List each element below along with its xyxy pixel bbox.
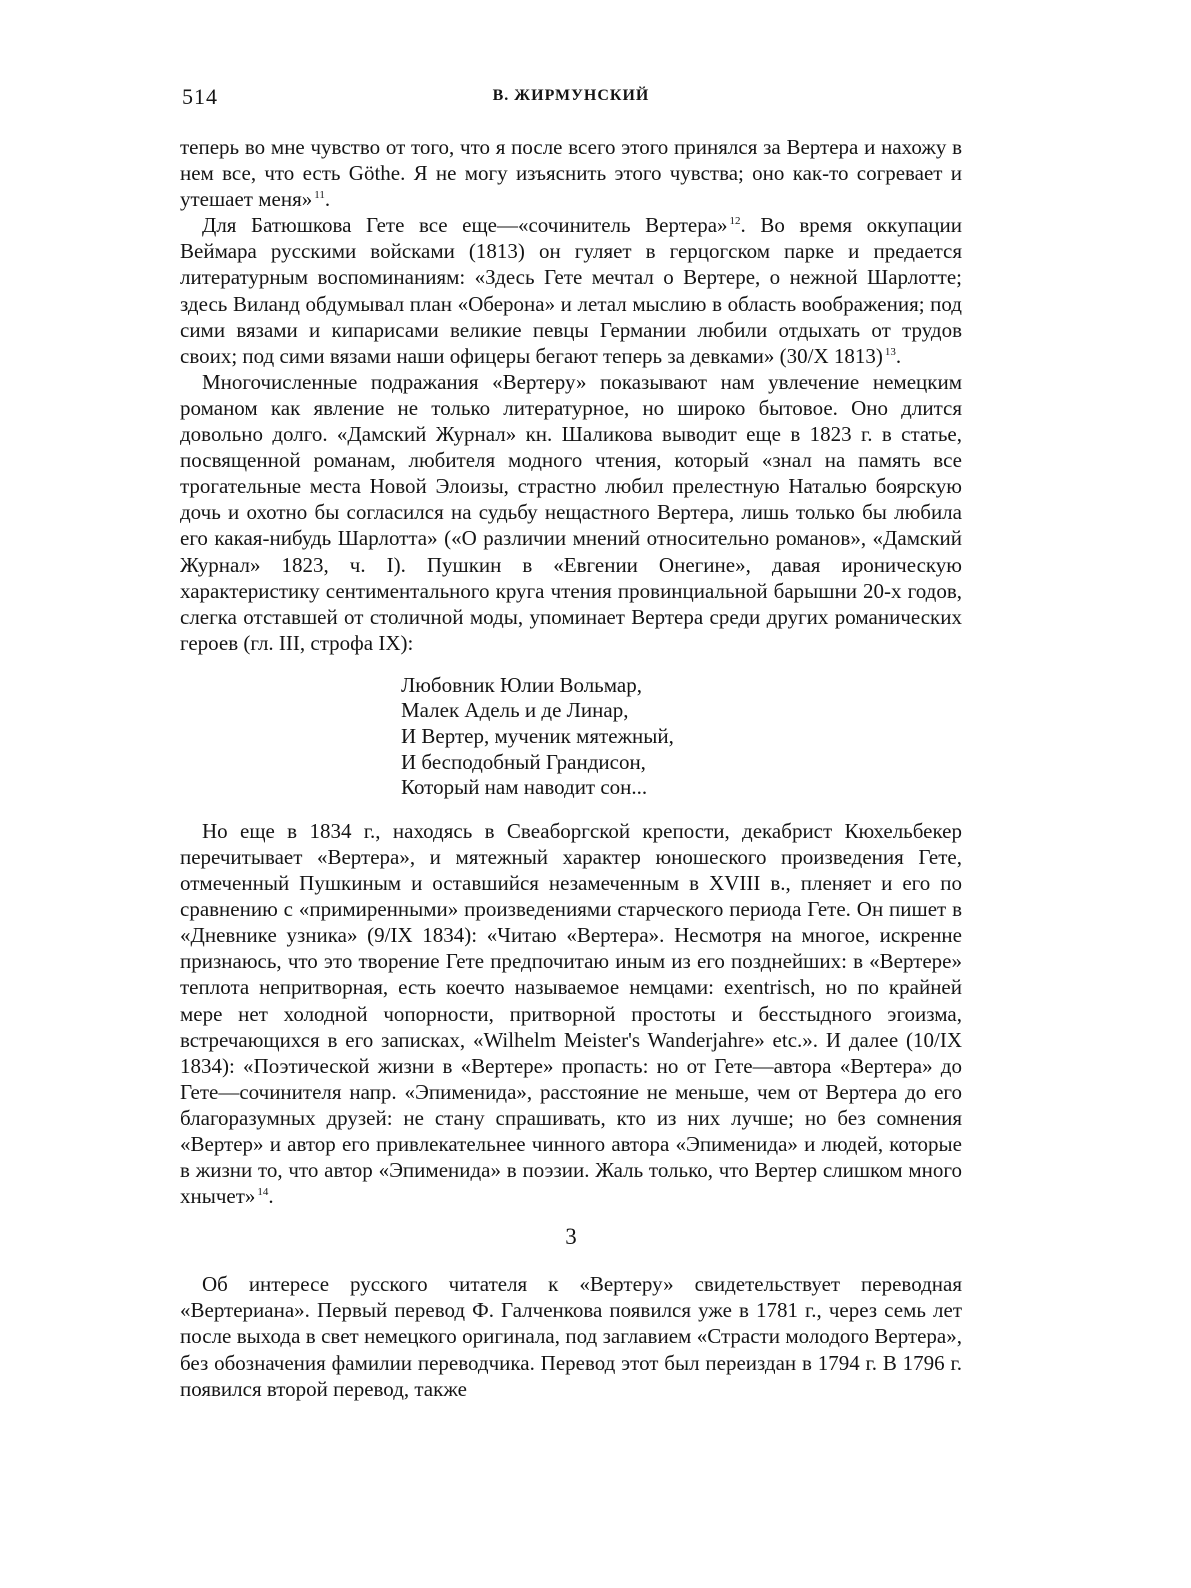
verse-line: Который нам наводит сон... <box>401 775 648 800</box>
body-text <box>180 134 962 1402</box>
paragraph-text: Для Батюшкова Гете все еще—«сочинитель Вертера» <box>202 213 728 238</box>
document-page <box>180 78 962 1402</box>
running-header <box>180 78 962 114</box>
verse-line: Малек Адель и де Линар, <box>401 698 629 723</box>
paragraph-text: Об интересе русского читателя к «Вертеру» свидетельствует переводная «Вертериана». Первый перевод Ф. Галченкова появился уже в 1781 г., через семь лет после выхода в свет немецкого оригинала, под заглавием «Страсти молодого Вертера», без обозначения фамилии переводчика. Перевод этот был переиздан в 1794 г. В 1796 г. появился второй перевод, также <box>180 1272 962 1401</box>
running-title: В. ЖИРМУНСКИЙ <box>492 87 650 104</box>
paragraph-batyushkov: Для Батюшкова Гете все еще—«сочинитель Вертера» $^{12}$. Во время оккупации Веймара русскими войсками (1813) он гуляет в герцогском парке и предается литературным воспоминаниям: «Здесь Гете мечтал о Вертере, о нежной Шарлотте; здесь Виланд обдумывал план «Оберона» и летал мыслию в область воображения; под сими вязами и кипарисами великие певцы Германии любили отдыхать от трудов своих; под сими вязами наши офицеры бегают теперь за девками» (30/X 1813) $^{13}$. <box>180 213 962 368</box>
verse-line: И Вертер, мученик мятежный, <box>401 724 674 749</box>
footnote-marker: 11 <box>314 189 325 202</box>
footnote-marker: 14 <box>257 1186 269 1199</box>
verse-line: Любовник Юлии Вольмар, <box>401 672 642 697</box>
footnote-marker: 12 <box>729 215 741 228</box>
section-number: 3 <box>565 1224 577 1250</box>
paragraph-kuchelbecker: Но еще в 1834 г., находясь в Свеаборгской крепости, декабрист Кюхельбекер перечитывает «Вертера», и мятежный характер юношеского произведения Гете, отмеченный Пушкиным и оставшийся незамеченным в XVIII в., пленяет и его по сравнению с «примиренными» произведениями старческого периода Гете. Он пишет в «Дневнике узника» (9/IX 1834): «Читаю «Вертера». Несмотря на многое, искренне признаюсь, что это творение Гете предпочитаю иным из его позднейших: в «Вертере» теплота непритворная, есть коечто называемое немцами: exentrisch, но по крайней мере нет холодной чопорности, притворной простоты и бесстыдного эгоизма, встречающихся в его записках, «Wilhelm Meister's Wanderjahre» etc.». И далее (10/IX 1834): «Поэтической жизни в «Вертере» пропасть: но от Гете—автора «Вертера» до Гете—сочинителя напр. «Эпименида», расстояние не меньше, чем от Вертера до его благоразумных друзей: не стану спрашивать, кто из них лучше; но без сомнения «Вертер» и автор его привлекательнее чинного автора «Эпименида» и людей, которые в жизни то, что автор «Эпименида» в поэзии. Жаль только, что Вертер слишком много хнычет» $^{14}$. <box>180 818 962 1209</box>
paragraph-text: теперь во мне чувство от того, что я после всего этого принялся за Вертера и нахожу в нем все, что есть Göthe. Я не могу изъяснить этого чувства; оно как-то согревает и утешает меня» <box>180 135 962 212</box>
verse-quotation <box>401 673 962 801</box>
page-number: 514 <box>182 84 218 109</box>
verse-line: И бесподобный Грандисон, <box>401 749 646 774</box>
paragraph-translations <box>180 1271 962 1401</box>
paragraph-text: Но еще в 1834 г., находясь в Свеаборгской крепости, декабрист Кюхельбекер перечитывает «Вертера», и мятежный характер юношеского произведения Гете, отмеченный Пушкиным и оставшийся незамеченным в XVIII в., пленяет и его по сравнению с «примиренными» произведениями старческого периода Гете. Он пишет в «Дневнике узника» (9/IX 1834): «Читаю «Вертера». Несмотря на многое, искренне признаюсь, что это творение Гете предпочитаю иным из его позднейших: в «Вертере» теплота непритворная, есть коечто называемое немцами: exentrisch, но по крайней мере нет холодной чопорности, притворной простоты и бесстыдного эгоизма, встречающихся в его записках, «Wilhelm Meister's Wanderjahre» etc.». И далее (10/IX 1834): «Поэтической жизни в «Вертере» пропасть: но от Гете—автора «Вертера» до Гете—сочинителя напр. «Эпименида», расстояние не меньше, чем от Вертера до его благоразумных друзей: не стану спрашивать, кто из них лучше; но без сомнения «Вертер» и автор его привлекательнее чинного автора «Эпименида» и людей, которые в жизни то, что автор «Эпименида» в поэзии. Жаль только, что Вертер слишком много хнычет» <box>180 818 962 1209</box>
paragraph-continued: теперь во мне чувство от того, что я после всего этого принялся за Вертера и нахожу в нем все, что есть Göthe. Я не могу изъяснить этого чувства; оно как-то согревает и утешает меня» $^{11}$. <box>180 135 962 212</box>
paragraph-text: Многочисленные подражания «Вертеру» показывают нам увлечение немецким романом как явление не только литературное, но широко бытовое. Оно длится довольно долго. «Дамский Журнал» кн. Шаликова выводит еще в 1823 г. в статье, посвященной романам, любителя модного чтения, который «знал на память все трогательные места Новой Элоизы, страстно любил прелестную Наталью боярскую дочь и охотно бы согласился на судьбу нещастного Вертера, лишь только бы любила его какая-нибудь Шарлотта» («О различии мнений относительно романов», «Дамский Журнал» 1823, ч. I). Пушкин в «Евгении Онегине», давая ироническую характеристику сентиментального круга чтения провинциальной барышни 20-х годов, слегка отставшей от столичной моды, упоминает Вертера среди других романических героев (гл. III, строфа IX): <box>180 369 962 655</box>
paragraph-text: . Во время оккупации Веймара русскими войсками (1813) он гуляет в герцогском парке и предается литературным воспоминаниям: «Здесь Гете мечтал о Вертере, о нежной Шарлотте; здесь Виланд обдумывал план «Оберона» и летал мыслию в область воображения; под сими вязами и кипарисами великие певцы Германии любили отдыхать от трудов своих; под сими вязами наши офицеры бегают теперь за девками» (30/X 1813) <box>180 213 962 368</box>
paragraph-imitations <box>180 369 962 656</box>
footnote-marker: 13 <box>884 345 896 358</box>
